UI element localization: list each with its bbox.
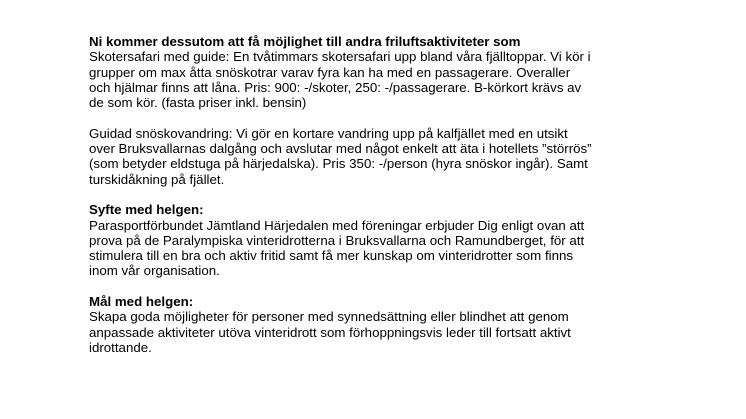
snowshoe-line-1: Guidad snöskovandring: Vi gör en kortare vandring upp på kalfjället med en utsikt [89,125,568,141]
paragraph-gap [89,110,689,125]
purpose-section [89,202,689,278]
goal-line-1: Skapa goda möjligheter för personer med synnedsättning eller blindhet att genom [89,309,569,325]
snowmobile-line-3: och hjälmar finns att låna. Pris: 900: -/skoter, 250: -/passagerare. B-körkort krävs av [89,79,582,95]
snowshoe-line-4: turskidåkning på fjället. [89,171,225,187]
purpose-line-2: prova på de Paralympiska vinteridrotterna i Bruksvallarna och Ramundberget, för att [89,232,585,248]
snowshoe-line-3: (som betyder eldstuga på härjedalska). Pris 350: -/person (hyra snöskor ingår). Samt [89,156,588,172]
snowmobile-line-1: Skotersafari med guide: En tvåtimmars skotersafari upp bland våra fjälltoppar. Vi kör i [89,49,591,65]
purpose-heading: Syfte med helgen: [89,202,204,218]
goal-line-3: idrottande. [89,339,152,355]
purpose-line-1: Parasportförbundet Jämtland Härjedalen med föreningar erbjuder Dig enligt ovan att [89,217,585,233]
snowmobile-line-4: de som kör. (fasta priser inkl. bensin) [89,95,307,111]
goal-section [89,294,689,355]
snowmobile-line-2: grupper om max åtta snöskotrar varav fyra kan ha med en passagerare. Overaller [89,64,571,80]
snowshoe-paragraph [89,126,689,187]
purpose-line-4: inom vår organisation. [89,263,220,279]
activities-section [89,34,689,187]
document-page [89,34,689,355]
goal-heading: Mål med helgen: [89,294,194,310]
section-gap [89,279,689,294]
snowshoe-line-2: over Bruksvallarnas dalgång och avslutar med något enkelt att äta i hotellets ”störrös” [89,141,592,157]
goal-line-2: anpassade aktiviteter utöva vinteridrott som förhoppningsvis leder till fortsatt aktivt [89,324,571,340]
snowmobile-paragraph [89,49,689,110]
section-gap [89,187,689,202]
purpose-line-3: stimulera till en bra och aktiv fritid samt få mer kunskap om vinteridrotter som finns [89,248,574,264]
activities-heading: Ni kommer dessutom att få möjlighet till andra friluftsaktiviteter som [89,34,521,49]
